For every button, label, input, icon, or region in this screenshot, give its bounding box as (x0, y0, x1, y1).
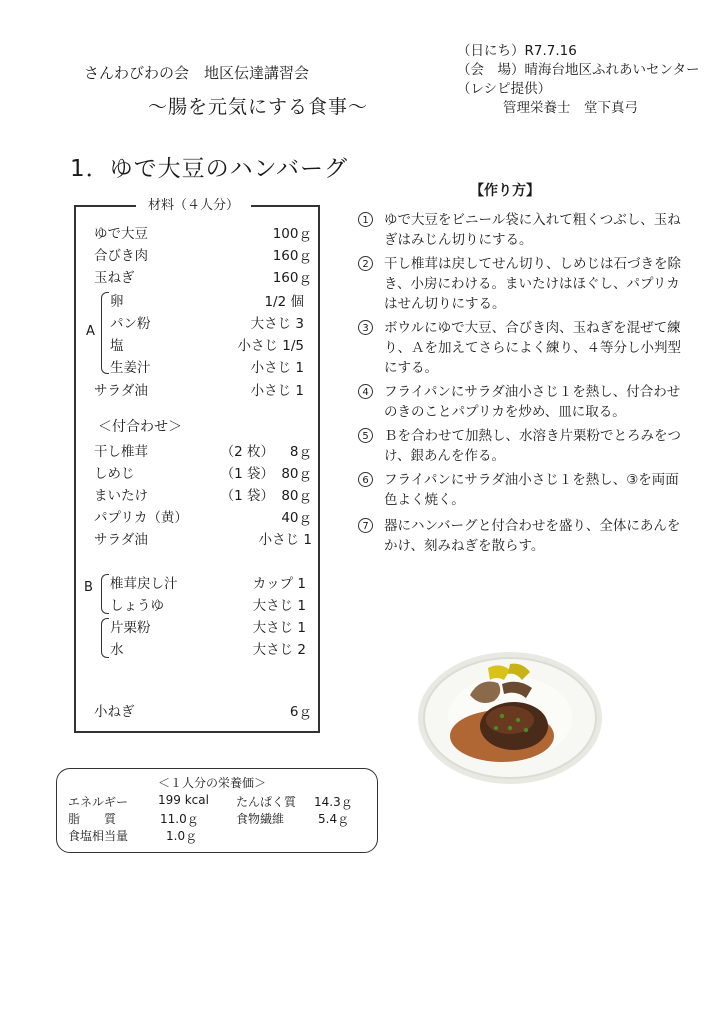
fiber-value: 5.4ｇ (318, 812, 350, 826)
step-number: 7 (358, 518, 373, 533)
ingredient-name: 干し椎茸 (94, 444, 148, 460)
side-dish-heading: ＜付合わせ＞ (98, 419, 182, 435)
method-step (358, 470, 688, 510)
step-text: ゆで大豆をビニール袋に入れて粗くつぶし、玉ねぎはみじん切りにする。 (384, 212, 681, 248)
ingredient-note: （1 袋） (220, 466, 274, 482)
step-number: 3 (358, 320, 373, 335)
ingredient-name: しめじ (94, 466, 135, 482)
organization-name: さんわびわの会 地区伝達講習会 (84, 64, 310, 82)
ingredient-qty: 80ｇ (281, 488, 312, 504)
ingredient-note: （1 袋） (220, 488, 274, 504)
step-text: 器にハンバーグと付合わせを盛り、全体にあんをかけ、刻みねぎを散らす。 (384, 518, 681, 554)
ingredient-qty: 小さじ 1 (250, 360, 304, 376)
ingredient-qty: 100ｇ (272, 226, 312, 242)
energy-value: 199 kcal (158, 793, 209, 807)
step-number: 6 (358, 472, 373, 487)
ingredient-name: ゆで大豆 (94, 226, 148, 242)
ingredient-name: パプリカ（黄） (94, 510, 188, 526)
ingredient-note: （2 枚） (220, 444, 274, 460)
group-a-letter: A (86, 324, 95, 339)
ingredient-qty: 6ｇ (289, 704, 312, 720)
ingredient-qty: 大さじ 1 (252, 620, 306, 636)
step-text: ボウルにゆで大豆、合びき肉、玉ねぎを混ぜて練り、Ａを加えてさらによく練り、４等分し小判型にする。 (384, 320, 681, 376)
ingredients-label: 材料（４人分） (136, 194, 251, 213)
ingredient-name: しょうゆ (110, 598, 164, 614)
step-number: 2 (358, 256, 373, 271)
event-info (457, 42, 699, 118)
salt-label: 食塩相当量 (68, 829, 129, 843)
step-number: 1 (358, 212, 373, 227)
ingredient-name: サラダ油 (94, 532, 148, 548)
fiber-label: 食物繊維 (236, 812, 285, 826)
method-step (358, 318, 688, 378)
ingredient-qty: 1/2 個 (264, 294, 304, 310)
step-text: 干し椎茸は戻してせん切り、しめじは石づきを除き、小房にわける。まいたけはほぐし、パプリカはせん切りにする。 (384, 256, 681, 312)
group-b2-brace (101, 618, 109, 658)
protein-value: 14.3ｇ (314, 795, 353, 809)
ingredient-name: 小ねぎ (94, 704, 135, 720)
fat-value: 11.0ｇ (160, 812, 199, 826)
ingredient-qty: 小さじ 1/5 (237, 338, 304, 354)
ingredient-name: 生姜汁 (110, 360, 151, 376)
ingredient-qty: 大さじ 1 (252, 598, 306, 614)
group-a-brace (101, 292, 109, 374)
ingredient-name: 塩 (110, 338, 124, 354)
ingredient-qty: 大さじ 2 (252, 642, 306, 658)
ingredient-name: 卵 (110, 294, 124, 310)
dish-photo (410, 640, 610, 790)
method-title: 【作り方】 (470, 183, 540, 199)
ingredient-qty: 40ｇ (281, 510, 312, 526)
ingredient-name: 玉ねぎ (94, 270, 135, 286)
info-venue: （会 場）晴海台地区ふれあいセンター (457, 62, 700, 78)
ingredient-name: サラダ油 (94, 383, 148, 399)
ingredient-name: 片栗粉 (110, 620, 151, 636)
ingredient-name: 水 (110, 642, 124, 658)
ingredient-name: 椎茸戻し汁 (110, 576, 178, 592)
method-step (358, 382, 688, 422)
info-date: （日にち）R7.7.16 (457, 43, 577, 59)
energy-label: エネルギー (68, 795, 129, 809)
ingredient-qty: 小さじ 1 (250, 383, 304, 399)
event-subtitle: 〜腸を元気にする食事〜 (148, 96, 369, 118)
ingredient-qty: 160ｇ (272, 270, 312, 286)
step-text: Ｂを合わせて加熱し、水溶き片栗粉でとろみをつけ、銀あんを作る。 (384, 428, 681, 464)
fat-label: 脂 質 (68, 812, 117, 826)
method-step (358, 210, 688, 250)
salt-value: 1.0ｇ (166, 829, 198, 843)
ingredient-name: まいたけ (94, 488, 148, 504)
protein-label: たんぱく質 (236, 795, 297, 809)
group-b-letter: B (84, 580, 93, 595)
step-number: 5 (358, 428, 373, 443)
ingredient-qty: 80ｇ (281, 466, 312, 482)
ingredient-qty: 160ｇ (272, 248, 312, 264)
method-step (358, 254, 688, 314)
dish-title: 1．ゆで大豆のハンバーグ (70, 156, 349, 182)
ingredient-name: 合びき肉 (94, 248, 148, 264)
step-text: フライパンにサラダ油小さじ１を熱し、付合わせのきのことパプリカを炒め、皿に取る。 (384, 384, 681, 420)
ingredient-qty: 大さじ 3 (250, 316, 304, 332)
nutrition-title: ＜１人分の栄養価＞ (158, 776, 267, 790)
step-text: フライパンにサラダ油小さじ１を熱し、③を両面色よく焼く。 (384, 472, 679, 508)
ingredient-qty: 小さじ 1 (258, 532, 312, 548)
ingredient-qty: カップ 1 (252, 576, 306, 592)
info-recipe-provider: （レシピ提供） (457, 81, 552, 97)
info-dietitian: 管理栄養士 堂下真弓 (503, 100, 638, 116)
method-step (358, 426, 688, 466)
ingredient-qty: 8ｇ (289, 444, 312, 460)
group-b1-brace (101, 574, 109, 614)
method-step (358, 516, 688, 556)
step-number: 4 (358, 384, 373, 399)
ingredient-name: パン粉 (110, 316, 151, 332)
